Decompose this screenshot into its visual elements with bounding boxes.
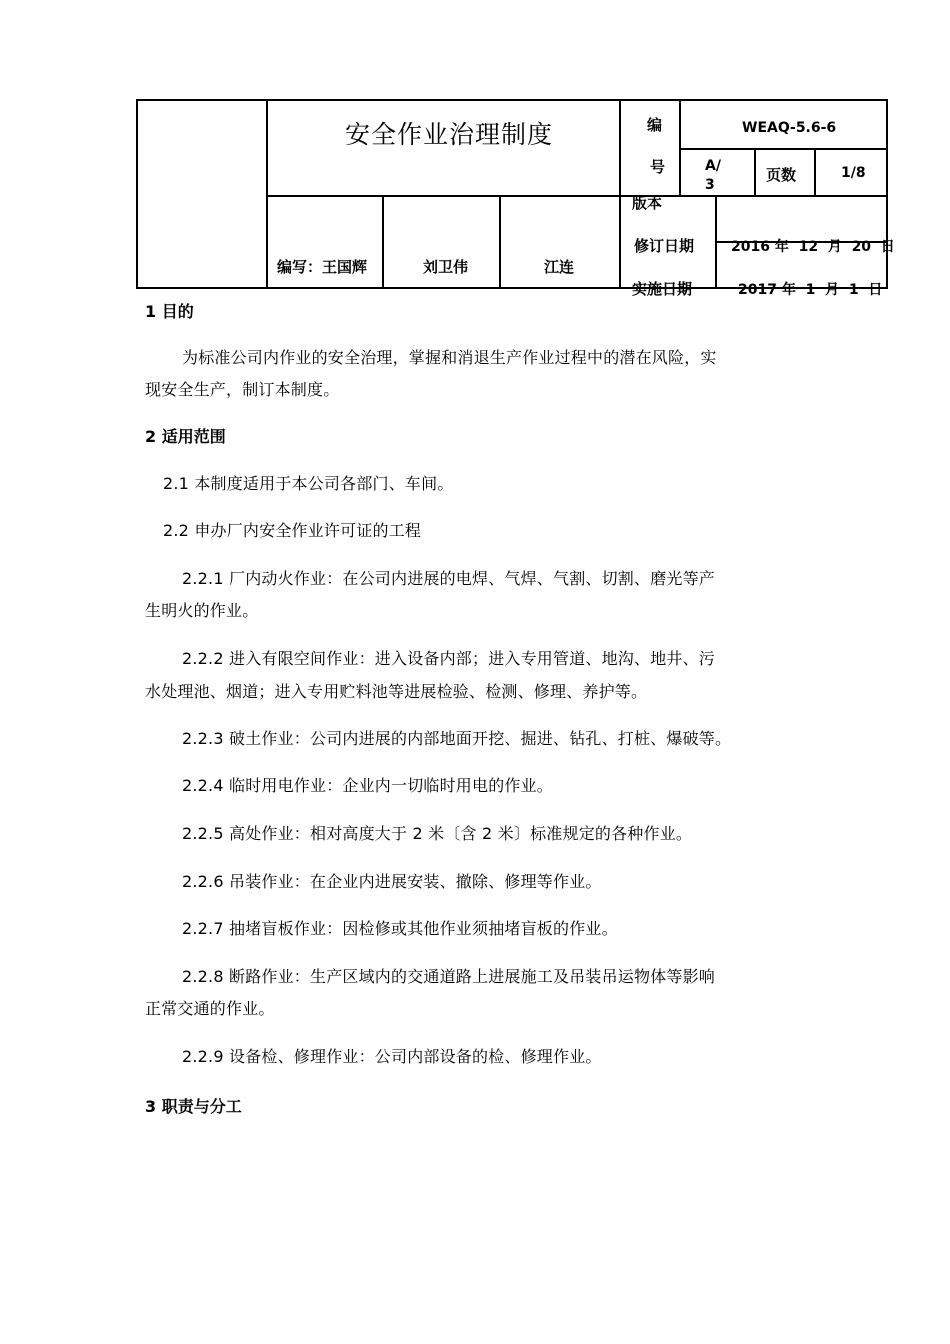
paragraph-line: 现安全生产，制订本制度。: [145, 380, 340, 399]
code-label-top: 编: [647, 116, 663, 134]
header-divider: [266, 195, 888, 197]
clause-2-2-1: 2.2.1 厂内动火作业：在公司内进展的电焊、气焊、气割、切割、磨光等产: [182, 569, 715, 588]
paragraph-line: 为标准公司内作业的安全治理，掌握和消退生产作业过程中的潜在风险，实: [182, 348, 717, 367]
clause-2-1: 2.1 本制度适用于本公司各部门、车间。: [163, 474, 454, 493]
version-value-b: 3: [705, 177, 715, 193]
pages-label: 页数: [766, 166, 797, 184]
code-label-bottom: 号: [650, 158, 666, 176]
section-3-heading: 3 职责与分工: [145, 1097, 242, 1116]
paragraph-line: 水处理池、烟道；进入专用贮料池等进展检验、检测、修理、养护等。: [145, 682, 648, 701]
version-label: 版本: [632, 194, 663, 212]
header-divider: [754, 149, 756, 195]
document-title: 安全作业治理制度: [345, 120, 554, 149]
clause-2-2: 2.2 申办厂内安全作业许可证的工程: [163, 521, 422, 540]
clause-2-2-9: 2.2.9 设备检、修理作业：公司内部设备的检、修理作业。: [182, 1047, 602, 1066]
paragraph-line: 正常交通的作业。: [145, 999, 275, 1018]
header-divider: [382, 195, 384, 289]
code-value: WEAQ-5.6-6: [742, 120, 837, 136]
reviewer-name: 刘卫伟: [423, 258, 469, 276]
clause-2-2-4: 2.2.4 临时用电作业：企业内一切临时用电的作业。: [182, 776, 553, 795]
clause-2-2-7: 2.2.7 抽堵盲板作业：因检修或其他作业须抽堵盲板的作业。: [182, 919, 618, 938]
effective-date-value: 2017 年 1 月 1 日: [738, 282, 883, 298]
header-divider: [499, 195, 501, 289]
clause-2-2-5: 2.2.5 高处作业：相对高度大于 2 米〔含 2 米〕标准规定的各种作业。: [182, 824, 693, 843]
clause-2-2-3: 2.2.3 破土作业：公司内进展的内部地面开挖、掘进、钻孔、打桩、爆破等。: [182, 729, 732, 748]
document-header-table: [136, 99, 895, 298]
revise-date-label: 修订日期: [634, 237, 695, 255]
approver-name: 江连: [544, 258, 575, 276]
header-divider: [679, 148, 888, 150]
section-1-heading: 1 目的: [145, 302, 194, 321]
clause-2-2-8: 2.2.8 断路作业：生产区域内的交通道路上进展施工及吊装吊运物体等影响: [182, 967, 715, 986]
paragraph-line: 生明火的作业。: [145, 601, 259, 620]
author-signature: 编写：王国辉: [277, 258, 368, 276]
clause-2-2-6: 2.2.6 吊装作业：在企业内进展安装、撤除、修理等作业。: [182, 872, 602, 891]
effective-date-label: 实施日期: [632, 280, 693, 298]
pages-value: 1/8: [841, 165, 866, 181]
section-2-heading: 2 适用范围: [145, 427, 226, 446]
revise-date-value: 2016 年 12 月 20 日: [731, 239, 895, 255]
header-divider: [814, 149, 816, 195]
version-value-a: A/: [705, 158, 721, 174]
clause-2-2-2: 2.2.2 进入有限空间作业：进入设备内部；进入专用管道、地沟、地井、污: [182, 649, 715, 668]
